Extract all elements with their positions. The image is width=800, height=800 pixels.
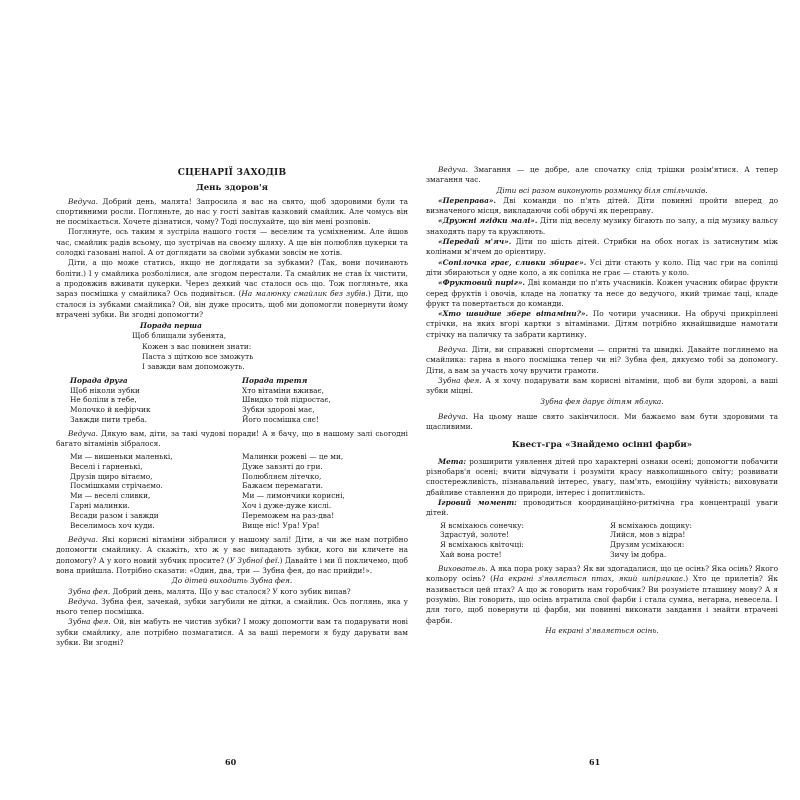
stage-direction: Діти всі разом виконують розминку біля стільчиків. xyxy=(496,185,708,195)
game-item: «Фруктовий пиріг». Дві команди по п'ять учасників. Кожен учасник обирає фрукти серед фруктів і овочів, кладе на лопатку та несе до ведучого, який тримає таці, кладе фрукт та повертається до команди. xyxy=(426,278,778,308)
vitamin-poem-2: Малинки рожеві — це ми, Дуже завзяті до гри. Полюбляєм літечко, Бажаєм перемагати. Ми — лимончики корисні, Хоч і дуже-дуже кислі. Переможем на раз-два! Вище ніс! Ура! Ура! xyxy=(242,451,345,531)
section-heading: СЦЕНАРІЇ ЗАХОДІВ xyxy=(177,168,287,178)
paragraph: Діти, а що може статись, якщо не доглядати за зубками? (Так, вони починають боліти.) І у смайлика розболілися, але згодом перестали. Та смайлик не став їх чистити, а продовжив вживати цукерки. Через деякий час сталося ось що. Тож погляньте, яка зараз посмішка у смайлика? Ось подивіться. (На малюнку смайлик без зубів.) Діти, що сталося із зубками смайлика? Ой, він дуже просить, щоб ми допомогли повернути йому втрачені зубки. Ви згодні допомогти? xyxy=(56,258,408,319)
speaker: Ведуча. xyxy=(68,429,98,439)
vitamin-poem-1: Ми — вишеньки маленькі, Веселі і гарненькі, Друзів щиро вітаємо, Посмішками стрічаємо. Ми — веселі сливки, Гарні малинки. Вєсади разом і завжди Веселимось хоч куди. xyxy=(70,451,173,531)
stage-direction: До дітей виходить Зубна фея. xyxy=(171,576,293,586)
speaker: Зубна фея. xyxy=(68,586,111,596)
paragraph: Зубна фея. Ой, він мабуть не чистив зубки? І можу допомогти вам та подарувати нові зубки смайлику, але потрібно позмагатися. А за ваші перемоги я буду дарувати вам зубки. Ви згодні? xyxy=(56,617,408,647)
speaker: Ведуча. xyxy=(68,596,98,606)
attention-game-verse xyxy=(426,521,778,561)
poem-advice-2: Порада друга Щоб ніколи зубки Не боліли в тебе, Молочко й кефірчик Завжди пити треба. xyxy=(70,375,151,425)
poem-advice-1: Порада перша Щоб блищали зубенята, Кожен з вас повинен знати: Паста з щіткою все зможуть І завжди вам допоможуть. xyxy=(132,321,254,372)
paragraph: Ведуча. Які корисні вітаміни зібралися у нашому залі! Діти, а чи же нам потрібно допомогти смайлику. А скажіть, хто ж у вас випадають зубки, кого ви кличете на допомогу? А у кого новий зубчик просите? (У Зубної феї.) Давайте і ми її покличемо, щоб вона прийшла. Потрібно сказати: «Один, два, три — Зубна фея, до нас прийди!». xyxy=(56,535,408,575)
speaker: Ведуча. xyxy=(68,535,98,545)
poem-advice-3: Порада третя Хто вітаміни вживає, Швидко той підростає, Зубки здорові має, Його посмішка сяє! xyxy=(242,375,331,425)
speaker: Зубна фея. xyxy=(438,375,482,385)
paragraph: Ведуча. На цьому наше свято закінчилося. Ми бажаємо вам бути здоровими та щасливими. xyxy=(426,411,778,432)
game-item: «Дружні ягідки малі». Діти під веселу музику бігають по залу, а під музику вальсу знаходять пару та кружляють. xyxy=(426,216,778,236)
speaker: Ведуча. xyxy=(438,411,468,421)
paragraph: Поглянуте, ось таким я зустріла нашого гостя — веселим та усміхненим. Але йшов час, смайлик радів всьому, що зустрічав на своєму шляху. А ще він полюбляв цукерки та солодкі газовані напої. А от доглядати за своїми зубками зовсім не хотів. xyxy=(56,227,408,258)
event-title: День здоров'я xyxy=(196,183,268,194)
paragraph: Ведуча. Змагання — це добре, але спочатку слід трішки розім'ятися. А тепер змагання час. xyxy=(426,165,778,185)
verse-column-2: Я всміхаюсь дощику: Лийся, мов з відра! Друзям усміхаюся: Зичу їм добра. xyxy=(610,520,692,560)
speaker: Ведуча. xyxy=(438,345,468,355)
paragraph: Ведуча. Добрий день, малята! Запросила я вас на свято, щоб здоровими були та спортивними росли. Погляньте, до нас у гості завітав казковий смайлик. Але чомусь він не посміхається. Хочете дізнатися, чому? Тоді послухайте, що він мені розповів. xyxy=(56,196,408,227)
speaker: Зубна фея. xyxy=(68,617,111,627)
paragraph: Вихователь. А яка пора року зараз? Як ви здогадалися, що це осінь? Яка осінь? Якого кольору осінь? (На екрані з'являється птах, який шпірликає.) Хто це прилетів? Як називається цей птах? А що ж говорить нам горобчик? Ви розумієте пташину мову? А я розумію. Він говорить, що осінь втратила свої фарби і стала сумна, негарна, невесела. І для того, щоб повернути ці фарби, ми повинні виконати завдання і знайти втрачені фарби. xyxy=(426,564,778,625)
quest-title: Квест-гра «Знайдемо осінні фарби» xyxy=(511,440,693,451)
game-item: «Хто швидше збере вітаміни?». По чотири учасники. На обручі прикріплені стрічки, на яких вгорі картки з вітамінами. Дітям потрібно якнайшвидше намотати стрічку на паличку та забрати картинку. xyxy=(426,309,778,339)
speaker: Ведуча. xyxy=(438,165,468,174)
speaker: Ведуча. xyxy=(68,196,98,206)
goal-paragraph: Мета: розширити уявлення дітей про характерні ознаки осені; допомогти побачити різнобарв'я осені; вчити відчувати і розуміти красу навколишнього світу; розвивати спостережливість, пізнавальний інтерес, увагу, пам'ять, емоційну чуйність; виховувати дбайливе ставлення до природи, інтерес і допитливість. xyxy=(426,456,778,497)
game-item: «Передай м'яч». Діти по шість дітей. Стрибки на обох ногах із затиснутим між колінами м'ячем до орієнтиру. xyxy=(426,237,778,257)
left-page xyxy=(56,165,408,648)
paragraph: Ведуча. Діти, ви справжні спортсмени — спритні та швидкі. Давайте поглянемо на смайлика: гарна в нього посмішка тепер чи ні? Зубна фея, дякуємо тобі за допомогу. Діти, а вам за участь хочу вручити грамоти. xyxy=(426,345,778,375)
paragraph: Зубна фея. А я хочу подарувати вам корисні вітаміни, щоб ви були здорові, а ваші зубки міцні. xyxy=(426,375,778,396)
paragraph: Зубна фея. Добрий день, малята. Що у вас сталося? У кого зубик випав? xyxy=(68,586,351,596)
game-item: «Переправа». Дві команди по п'ять дітей. Діти повинні пройти вперед до визначеного місця, викладаючи собі обручі як переправу. xyxy=(426,195,778,216)
page-number-right: 61 xyxy=(589,757,601,767)
paragraph: Ведуча. Дякую вам, діти, за такі чудові поради! А я бачу, що в нашому залі сьогодні багато вітамінів зібралося. xyxy=(56,429,408,449)
paragraph: Ведуча. Зубна фея, зачекай, зубки загубили не дітки, а смайлик. Ось поглянь, яка у нього тепер посмішка. xyxy=(56,596,408,617)
game-item: «Сопілочка грає, сливки збирає». Усі діти стають у коло. Під час гри на сопілці діти збираються у одне коло, а як сопілка не грає — стають у коло. xyxy=(426,257,778,277)
poems-advice-2-3 xyxy=(56,376,408,426)
stage-direction: Зубна фея дарує дітям яблука. xyxy=(540,396,664,406)
game-moment: Ігровий момент: проводиться координаційно-ритмічна гра концентрації уваги дітей. xyxy=(426,497,778,518)
stage-direction: На екрані з'являється осінь. xyxy=(545,625,659,635)
right-page xyxy=(426,165,778,636)
page-number-left: 60 xyxy=(225,757,237,767)
verse-column-1: Я всміхаюсь сонечку: Здрастуй, золоте! Я всміхаюсь квіточці: Хай вона росте! xyxy=(440,520,524,560)
speaker: Вихователь. xyxy=(438,564,488,574)
vitamin-poems xyxy=(56,452,408,531)
